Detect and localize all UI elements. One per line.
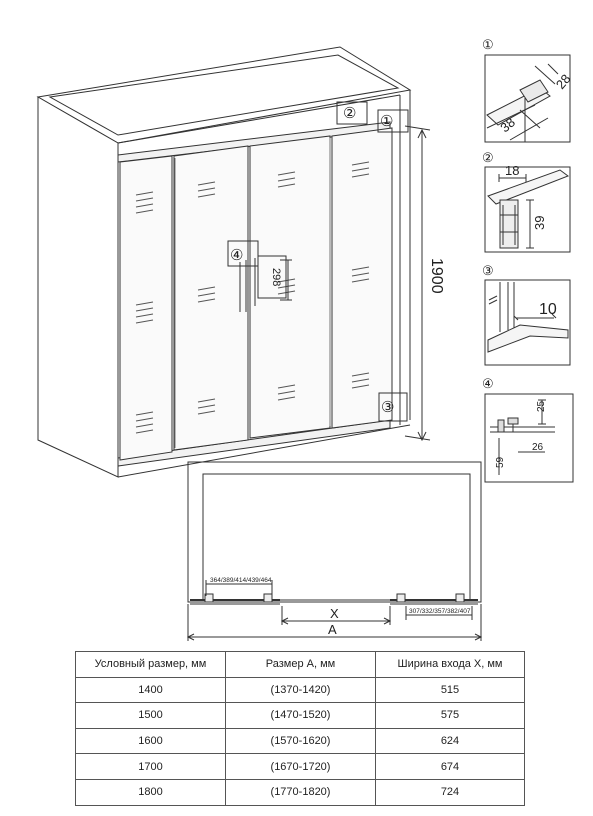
detail-3-marker: ③ (482, 263, 494, 278)
column-header: Размер А, мм (226, 652, 376, 678)
plan-a-label: A (328, 622, 337, 637)
table-row (76, 754, 525, 780)
table-cell: 1500 (76, 703, 226, 729)
detail-2 (485, 167, 570, 252)
table-cell: (1570-1620) (226, 728, 376, 754)
panel-1 (120, 156, 172, 460)
table-header-row (76, 652, 525, 678)
niche-left-wall (38, 97, 118, 477)
table-cell: (1770-1820) (226, 779, 376, 805)
table-cell: 515 (376, 677, 525, 703)
detail-3 (485, 280, 570, 365)
detail-4-marker: ④ (482, 376, 494, 391)
detail-1-dim-b: 38 (497, 114, 519, 136)
size-table (75, 651, 525, 806)
detail-2-marker: ② (482, 150, 494, 165)
table-cell: 1700 (76, 754, 226, 780)
table-row (76, 677, 525, 703)
height-label: 1900 (428, 258, 445, 294)
table-row (76, 779, 525, 805)
table-cell: (1370-1420) (226, 677, 376, 703)
detail-4-dim-c: 59 (495, 456, 506, 468)
table-cell: 1600 (76, 728, 226, 754)
callout-num-1: ① (380, 113, 394, 130)
detail-4-dim-a: 25 (536, 400, 547, 412)
callout-num-4: ④ (230, 247, 244, 264)
table-cell: 724 (376, 779, 525, 805)
table-cell: 624 (376, 728, 525, 754)
plan-right-offsets: 307/332/357/382/407 (409, 608, 471, 615)
panel-2 (174, 146, 248, 450)
table-cell: 674 (376, 754, 525, 780)
table-cell: 1800 (76, 779, 226, 805)
table-row (76, 703, 525, 729)
table-cell: 1400 (76, 677, 226, 703)
table-row (76, 728, 525, 754)
panel-3 (250, 136, 330, 438)
detail-2-dim-b: 39 (532, 215, 547, 230)
detail-1-marker: ① (482, 37, 494, 52)
detail-1 (485, 55, 570, 142)
detail-2-dim-a: 18 (505, 163, 520, 178)
plan-left-offsets: 364/389/414/439/464 (210, 577, 272, 584)
plan-x-label: X (330, 606, 339, 621)
detail-4-dim-b: 26 (532, 442, 544, 453)
callout-num-2: ② (343, 105, 357, 122)
handle-label: 298 (270, 268, 282, 287)
table-cell: (1470-1520) (226, 703, 376, 729)
detail-3-dim-a: 10 (539, 301, 557, 318)
table-cell: 575 (376, 703, 525, 729)
callout-num-3: ③ (381, 399, 395, 416)
panel-4 (332, 128, 395, 428)
column-header: Ширина входа Х, мм (376, 652, 525, 678)
column-header: Условный размер, мм (76, 652, 226, 678)
detail-1-dim-a: 28 (552, 71, 574, 92)
table-cell: (1670-1720) (226, 754, 376, 780)
